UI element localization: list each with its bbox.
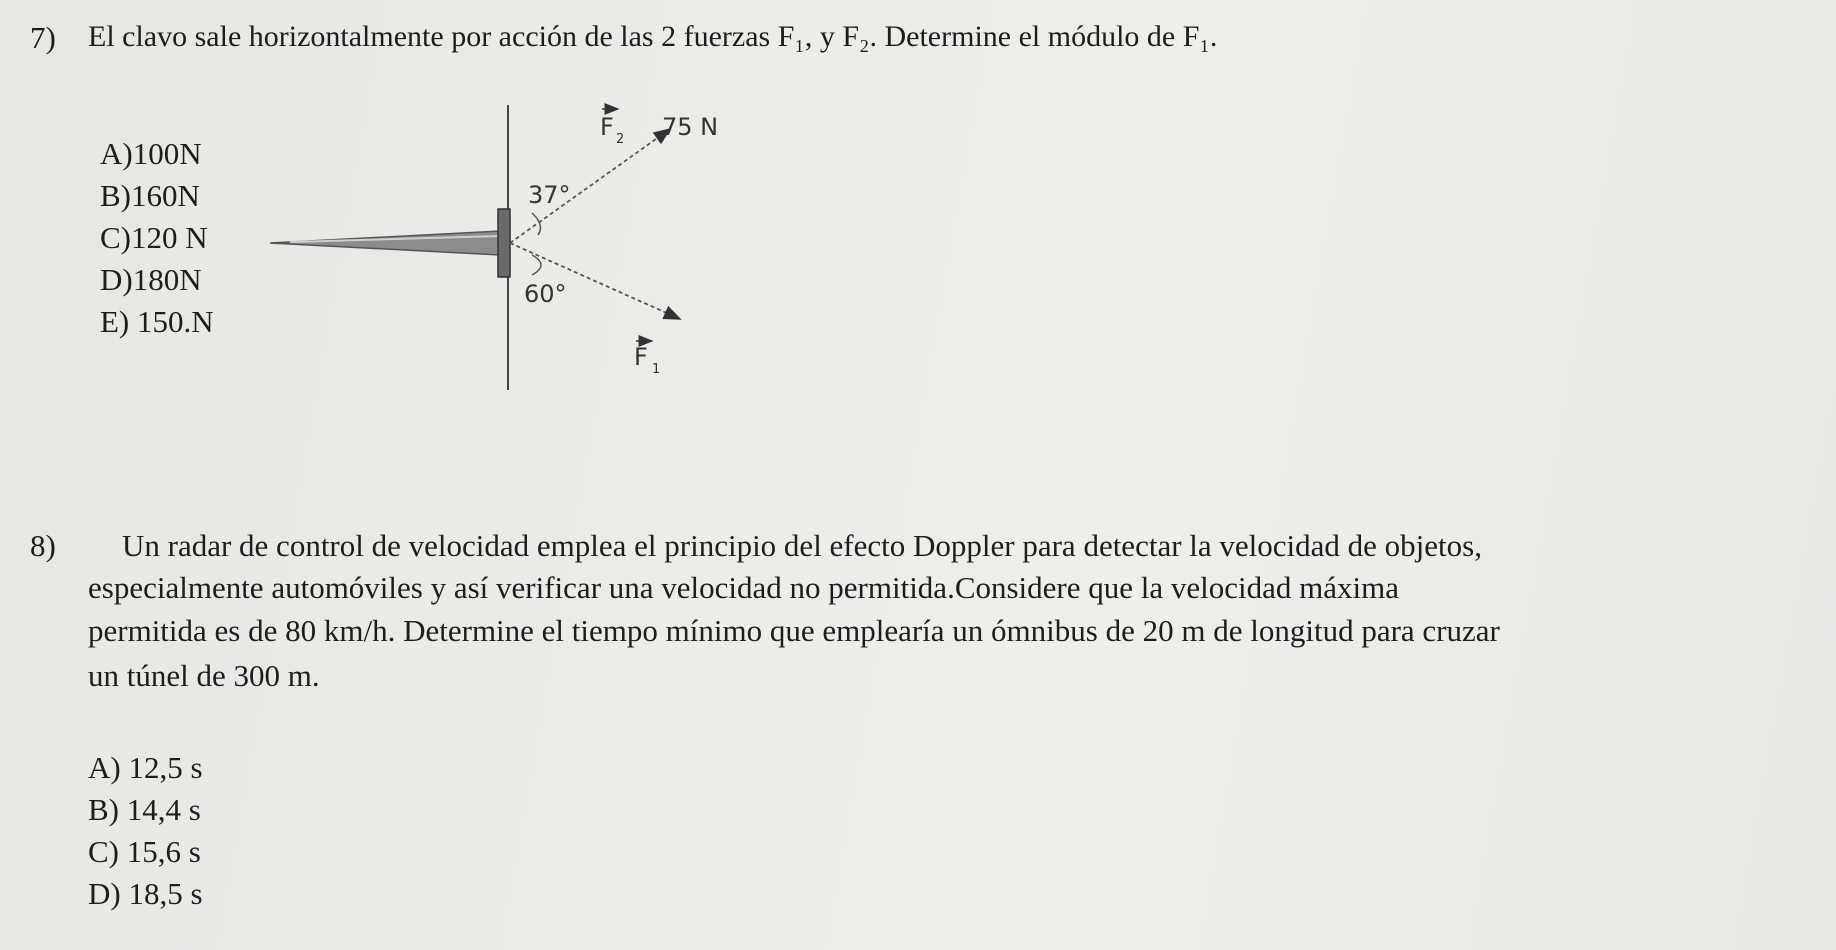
angle-top-label: 37° bbox=[528, 181, 571, 209]
question-7-text: El clavo sale horizontalmente por acción de las 2 fuerzas F₁, y F₂. Determine el módulo de F₁. bbox=[88, 20, 1218, 53]
angle-bottom-label: 60° bbox=[524, 280, 567, 308]
q7-option-a: A)100N bbox=[100, 136, 202, 171]
angle-arc-60 bbox=[532, 255, 541, 275]
q7-option-d: D)180N bbox=[100, 262, 202, 297]
question-8-line-4: un túnel de 300 m. bbox=[88, 658, 320, 693]
q8-option-c: C) 15,6 s bbox=[88, 834, 201, 869]
q7-option-e: E) 150.N bbox=[100, 304, 214, 339]
angle-arc-37 bbox=[532, 213, 540, 235]
f2-magnitude: 75 N bbox=[662, 113, 719, 141]
question-8-line-2: especialmente automóviles y así verificar una velocidad no permitida.Considere que la velocidad máxima bbox=[88, 570, 1400, 605]
question-7-number: 7) bbox=[30, 20, 56, 55]
q8-option-a: A) 12,5 s bbox=[88, 750, 203, 785]
q7-option-b: B)160N bbox=[100, 178, 200, 213]
q8-option-b: B) 14,4 s bbox=[88, 792, 201, 827]
nail-shaft bbox=[270, 231, 500, 255]
f1-subscript: 1 bbox=[652, 362, 661, 377]
question-8-number: 8) bbox=[30, 528, 56, 563]
question-8-line-3: permitida es de 80 km/h. Determine el tiempo mínimo que emplearía un ómnibus de 20 m de longitud para cruzar bbox=[88, 613, 1500, 648]
question-8-line-1: Un radar de control de velocidad emplea el principio del efecto Doppler para detectar la velocidad de objetos, bbox=[122, 528, 1482, 563]
nail-head bbox=[498, 209, 510, 277]
f2-label: F bbox=[600, 113, 614, 141]
q8-option-d: D) 18,5 s bbox=[88, 876, 203, 911]
nail-force-diagram bbox=[270, 95, 750, 405]
f1-label: F bbox=[634, 343, 648, 371]
f2-subscript: 2 bbox=[616, 132, 625, 147]
q7-option-c: C)120 N bbox=[100, 220, 208, 255]
